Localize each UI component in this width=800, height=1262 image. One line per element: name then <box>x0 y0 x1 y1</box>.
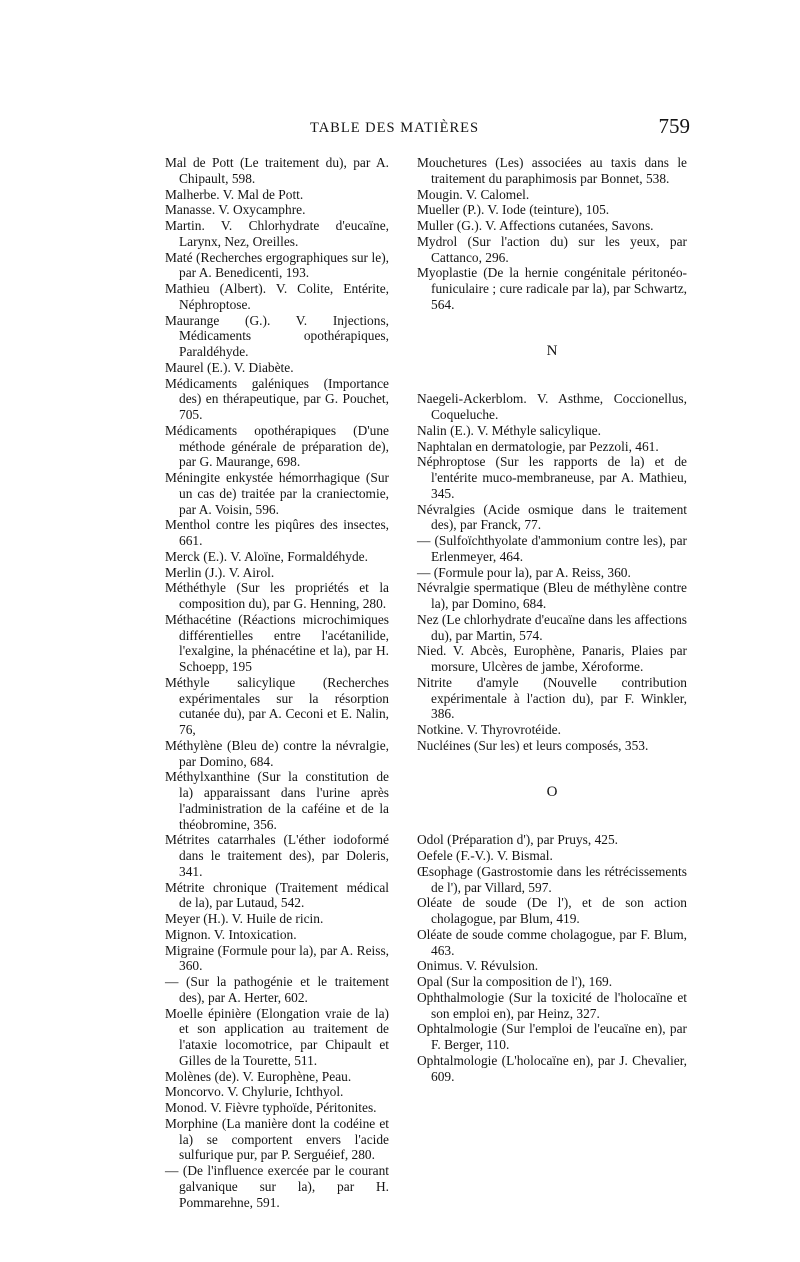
index-entry: Mougin. V. Calomel. <box>417 186 530 202</box>
running-title: TABLE DES MATIÈRES <box>310 120 480 136</box>
page-header <box>160 114 690 144</box>
index-entry: Moncorvo. V. Chylurie, Ichthyol. <box>165 1084 344 1100</box>
index-entry: Méthylène (Bleu de) contre la névralgie, par Domino, 684. <box>165 737 389 769</box>
index-entry: Mignon. V. Intoxication. <box>165 926 297 942</box>
index-entry: Muller (G.). V. Affections cutanées, Savons. <box>417 218 654 233</box>
index-entry: Menthol contre les piqûres des insectes, 661. <box>165 517 389 548</box>
index-entry: Névralgie spermatique (Bleu de méthylène contre la), par Domino, 684. <box>417 580 687 611</box>
index-entry: Néphroptose (Sur les rapports de la) et de l'entérite muco-membraneuse, par A. Mathieu, 345. <box>417 454 687 501</box>
index-entry: Notkine. V. Thyrovrotéide. <box>417 722 561 737</box>
index-entry: Maurel (E.). V. Diabète. <box>165 359 294 375</box>
index-entry: Mathieu (Albert). V. Colite, Entérite, Néphroptose. <box>165 281 389 312</box>
index-entry: Nitrite d'amyle (Nouvelle contribution expérimentale à l'action du), par F. Winkler, 386. <box>417 674 687 722</box>
index-entry: Oléate de soude (De l'), et de son action cholagogue, par Blum, 419. <box>417 895 687 926</box>
index-entry: Malherbe. V. Mal de Pott. <box>165 186 304 202</box>
index-entry: Naphtalan en dermatologie, par Pezzoli, 461. <box>417 438 659 454</box>
index-entry: Onimus. V. Révulsion. <box>417 958 539 974</box>
index-entry: Oléate de soude comme cholagogue, par F. Blum, 463. <box>417 926 687 958</box>
index-entry: Myoplastie (De la hernie congénitale péritonéo-funiculaire ; cure radicale par la), par Schwartz, 564. <box>417 265 687 312</box>
index-entry: Méthylxanthine (Sur la constitution de la) apparaissant dans l'urine après l'administration de la caféine et de la théobromine, 356. <box>165 769 389 832</box>
index-entry: Médicaments opothérapiques (D'une méthode générale de préparation de), par G. Maurange, 698. <box>165 422 389 470</box>
index-entry: Moelle épinière (Elongation vraie de la) et son application au traitement de l'ataxie locomotrice, par Chipault et Gilles de la Tourette, 511. <box>165 1005 389 1068</box>
index-entry: Meyer (H.). V. Huile de ricin. <box>165 911 324 926</box>
index-entry: Névralgies (Acide osmique dans le traitement des), par Franck, 77. <box>417 501 687 533</box>
index-entry: Ophtalmologie (Sur l'emploi de l'eucaïne en), par F. Berger, 110. <box>417 1021 687 1052</box>
index-entry: Mal de Pott (Le traitement du), par A. Chipault, 598. <box>165 155 389 186</box>
index-entry: Métrites catarrhales (L'éther iodoformé dans le traitement des), par Doleris, 341. <box>165 832 389 879</box>
index-entry: — (De l'influence exercée par le courant galvanique sur la), par H. Pommarehne, 591. <box>165 1163 389 1210</box>
index-entry: Oefele (F.-V.). V. Bismal. <box>417 848 553 863</box>
index-entry: Méthacétine (Réactions microchimiques différentielles entre l'acétanilide, l'exalgine, la phénacétine et la), par H. Schoepp, 195 <box>165 611 389 674</box>
index-entry: Mouchetures (Les) associées au taxis dans le traitement du paraphimosis par Bonnet, 538. <box>417 155 687 186</box>
section-spacer <box>417 360 687 392</box>
index-entry: Méningite enkystée hémorrhagique (Sur un cas de) traitée par la craniectomie, par A. Voisin, 596. <box>165 470 389 517</box>
index-entry: Ophtalmologie (L'holocaïne en), par J. Chevalier, 609. <box>417 1052 687 1084</box>
index-entry: Nied. V. Abcès, Europhène, Panaris, Plaies par morsure, Ulcères de jambe, Xéroforme. <box>417 643 687 674</box>
index-entry: — (Formule pour la), par A. Reiss, 360. <box>417 564 631 580</box>
index-entry: Méthyle salicylique (Recherches expérimentales sur la résorption cutanée du), par A. Ceconi et E. Nalin, 76, <box>165 674 389 737</box>
section-spacer <box>417 801 687 833</box>
section-heading-o: O <box>546 784 558 800</box>
index-entry: Maté (Recherches ergographiques sur le), par A. Benedicenti, 193. <box>165 249 389 281</box>
section-spacer <box>417 313 687 345</box>
index-entry: Migraine (Formule pour la), par A. Reiss, 360. <box>165 942 389 974</box>
index-entry: Merck (E.). V. Aloïne, Formaldéhyde. <box>165 548 368 564</box>
index-entry: Mueller (P.). V. Iode (teinture), 105. <box>417 202 610 218</box>
index-entry: Manasse. V. Oxycamphre. <box>165 202 306 218</box>
section-heading-n: N <box>546 343 558 359</box>
index-entry: Nez (Le chlorhydrate d'eucaïne dans les affections du), par Martin, 574. <box>417 611 687 643</box>
index-entry: Martin. V. Chlorhydrate d'eucaïne, Larynx, Nez, Oreilles. <box>165 218 389 249</box>
index-entry: Merlin (J.). V. Airol. <box>165 564 275 580</box>
section-spacer <box>417 754 687 786</box>
right-column <box>417 155 687 1084</box>
index-entry: Nucléines (Sur les) et leurs composés, 353. <box>417 737 649 753</box>
index-entry: Morphine (La manière dont la codéine et la) se comportent envers l'acide sulfurique pur, par P. Serguéief, 280. <box>165 1115 389 1163</box>
index-entry: Mydrol (Sur l'action du) sur les yeux, par Cattanco, 296. <box>417 233 687 265</box>
index-entry: Opal (Sur la composition de l'), 169. <box>417 974 613 989</box>
index-entry: Molènes (de). V. Europhène, Peau. <box>165 1068 352 1084</box>
page-number: 759 <box>658 114 690 138</box>
index-entry: — (Sulfoïchthyolate d'ammonium contre les), par Erlenmeyer, 464. <box>417 533 687 564</box>
left-column <box>165 155 389 1210</box>
index-entry: Monod. V. Fièvre typhoïde, Péritonites. <box>165 1100 377 1115</box>
index-entry: Maurange (G.). V. Injections, Médicaments opothérapiques, Paraldéhyde. <box>165 312 389 359</box>
index-entry: Odol (Préparation d'), par Pruys, 425. <box>417 832 619 848</box>
index-entry: Naegeli-Ackerblom. V. Asthme, Coccionellus, Coqueluche. <box>417 391 687 422</box>
index-entry: Médicaments galéniques (Importance des) en thérapeutique, par G. Pouchet, 705. <box>165 375 389 422</box>
index-entry: Ophthalmologie (Sur la toxicité de l'holocaïne et son emploi en), par Heinz, 327. <box>417 989 687 1021</box>
index-entry: Nalin (E.). V. Méthyle salicylique. <box>417 422 601 438</box>
index-entry: Œsophage (Gastrostomie dans les rétrécissements de l'), par Villard, 597. <box>417 863 687 895</box>
index-entry: Méthéthyle (Sur les propriétés et la composition du), par G. Henning, 280. <box>165 580 389 611</box>
index-entry: — (Sur la pathogénie et le traitement des), par A. Herter, 602. <box>165 974 389 1005</box>
index-entry: Métrite chronique (Traitement médical de la), par Lutaud, 542. <box>165 879 389 911</box>
